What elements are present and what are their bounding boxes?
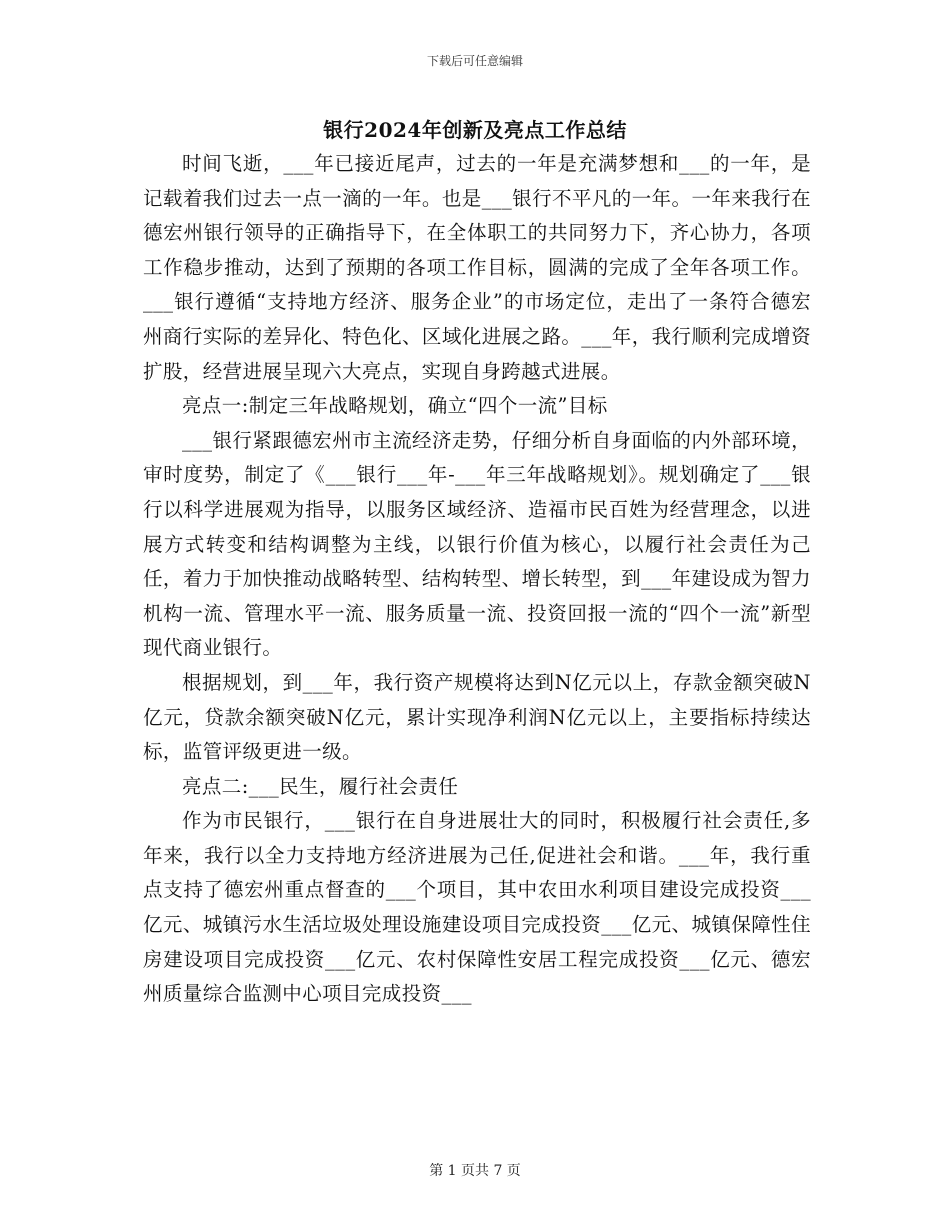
page-header: 下载后可任意编辑 — [426, 54, 523, 68]
paragraph-intro: 时间飞逝，___年已接近尾声，过去的一年是充满梦想和___的一年，是记载着我们过去一点一滴的一年。也是___银行不平凡的一年。一年来我行在德宏州银行领导的正确指导下，在全体职工的共同努力下，齐心协力，各项工作稳步推动，达到了预期的各项工作目标，圆满的完成了全年各项工作。___银行遵循“支持地方经济、服务企业”的市场定位，走出了一条符合德宏州商行实际的差异化、特色化、区域化进展之路。___年，我行顺利完成增资扩股，经营进展呈现六大亮点，实现自身跨越式进展。 — [143, 152, 811, 383]
paragraph-social-responsibility: 作为市民银行，___银行在自身进展壮大的同时，积极履行社会责任,多年来，我行以全力支持地方经济进展为己任,促进社会和谐。___年，我行重点支持了德宏州重点督查的___个项目，其中农田水利项目建设完成投资___亿元、城镇污水生活垃圾处理设施建设项目完成投资___亿元、城镇保障性住房建设项目完成投资___亿元、农村保障性安居工程完成投资___亿元、德宏州质量综合监测中心项目完成投资___ — [143, 809, 811, 1006]
page-footer: 第 1 页共 7 页 — [429, 1163, 521, 1179]
paragraph-strategy: ___银行紧跟德宏州市主流经济走势，仔细分析自身面临的内外部环境，审时度势，制定了《___银行___年-___年三年战略规划》。规划确定了___银行以科学进展观为指导，以服务区域经济、造福市民百姓为经营理念，以进展方式转变和结构调整为主线，以银行价值为核心，以履行社会责任为己任，着力于加快推动战略转型、结构转型、增长转型，到___年建设成为智力机构一流、管理水平一流、服务质量一流、投资回报一流的“四个一流”新型现代商业银行。 — [143, 428, 811, 660]
document-title: 银行2024年创新及亮点工作总结 — [323, 118, 627, 142]
document-body — [143, 147, 811, 1012]
paragraph-targets: 根据规划，到___年，我行资产规模将达到N亿元以上，存款金额突破N亿元，贷款余额突破N亿元，累计实现净利润N亿元以上，主要指标持续达标，监管评级更进一级。 — [143, 670, 811, 764]
section-heading-highlight-2: 亮点二:___民生，履行社会责任 — [182, 774, 459, 798]
section-heading-highlight-1: 亮点一:制定三年战略规划，确立“四个一流”目标 — [182, 394, 608, 418]
